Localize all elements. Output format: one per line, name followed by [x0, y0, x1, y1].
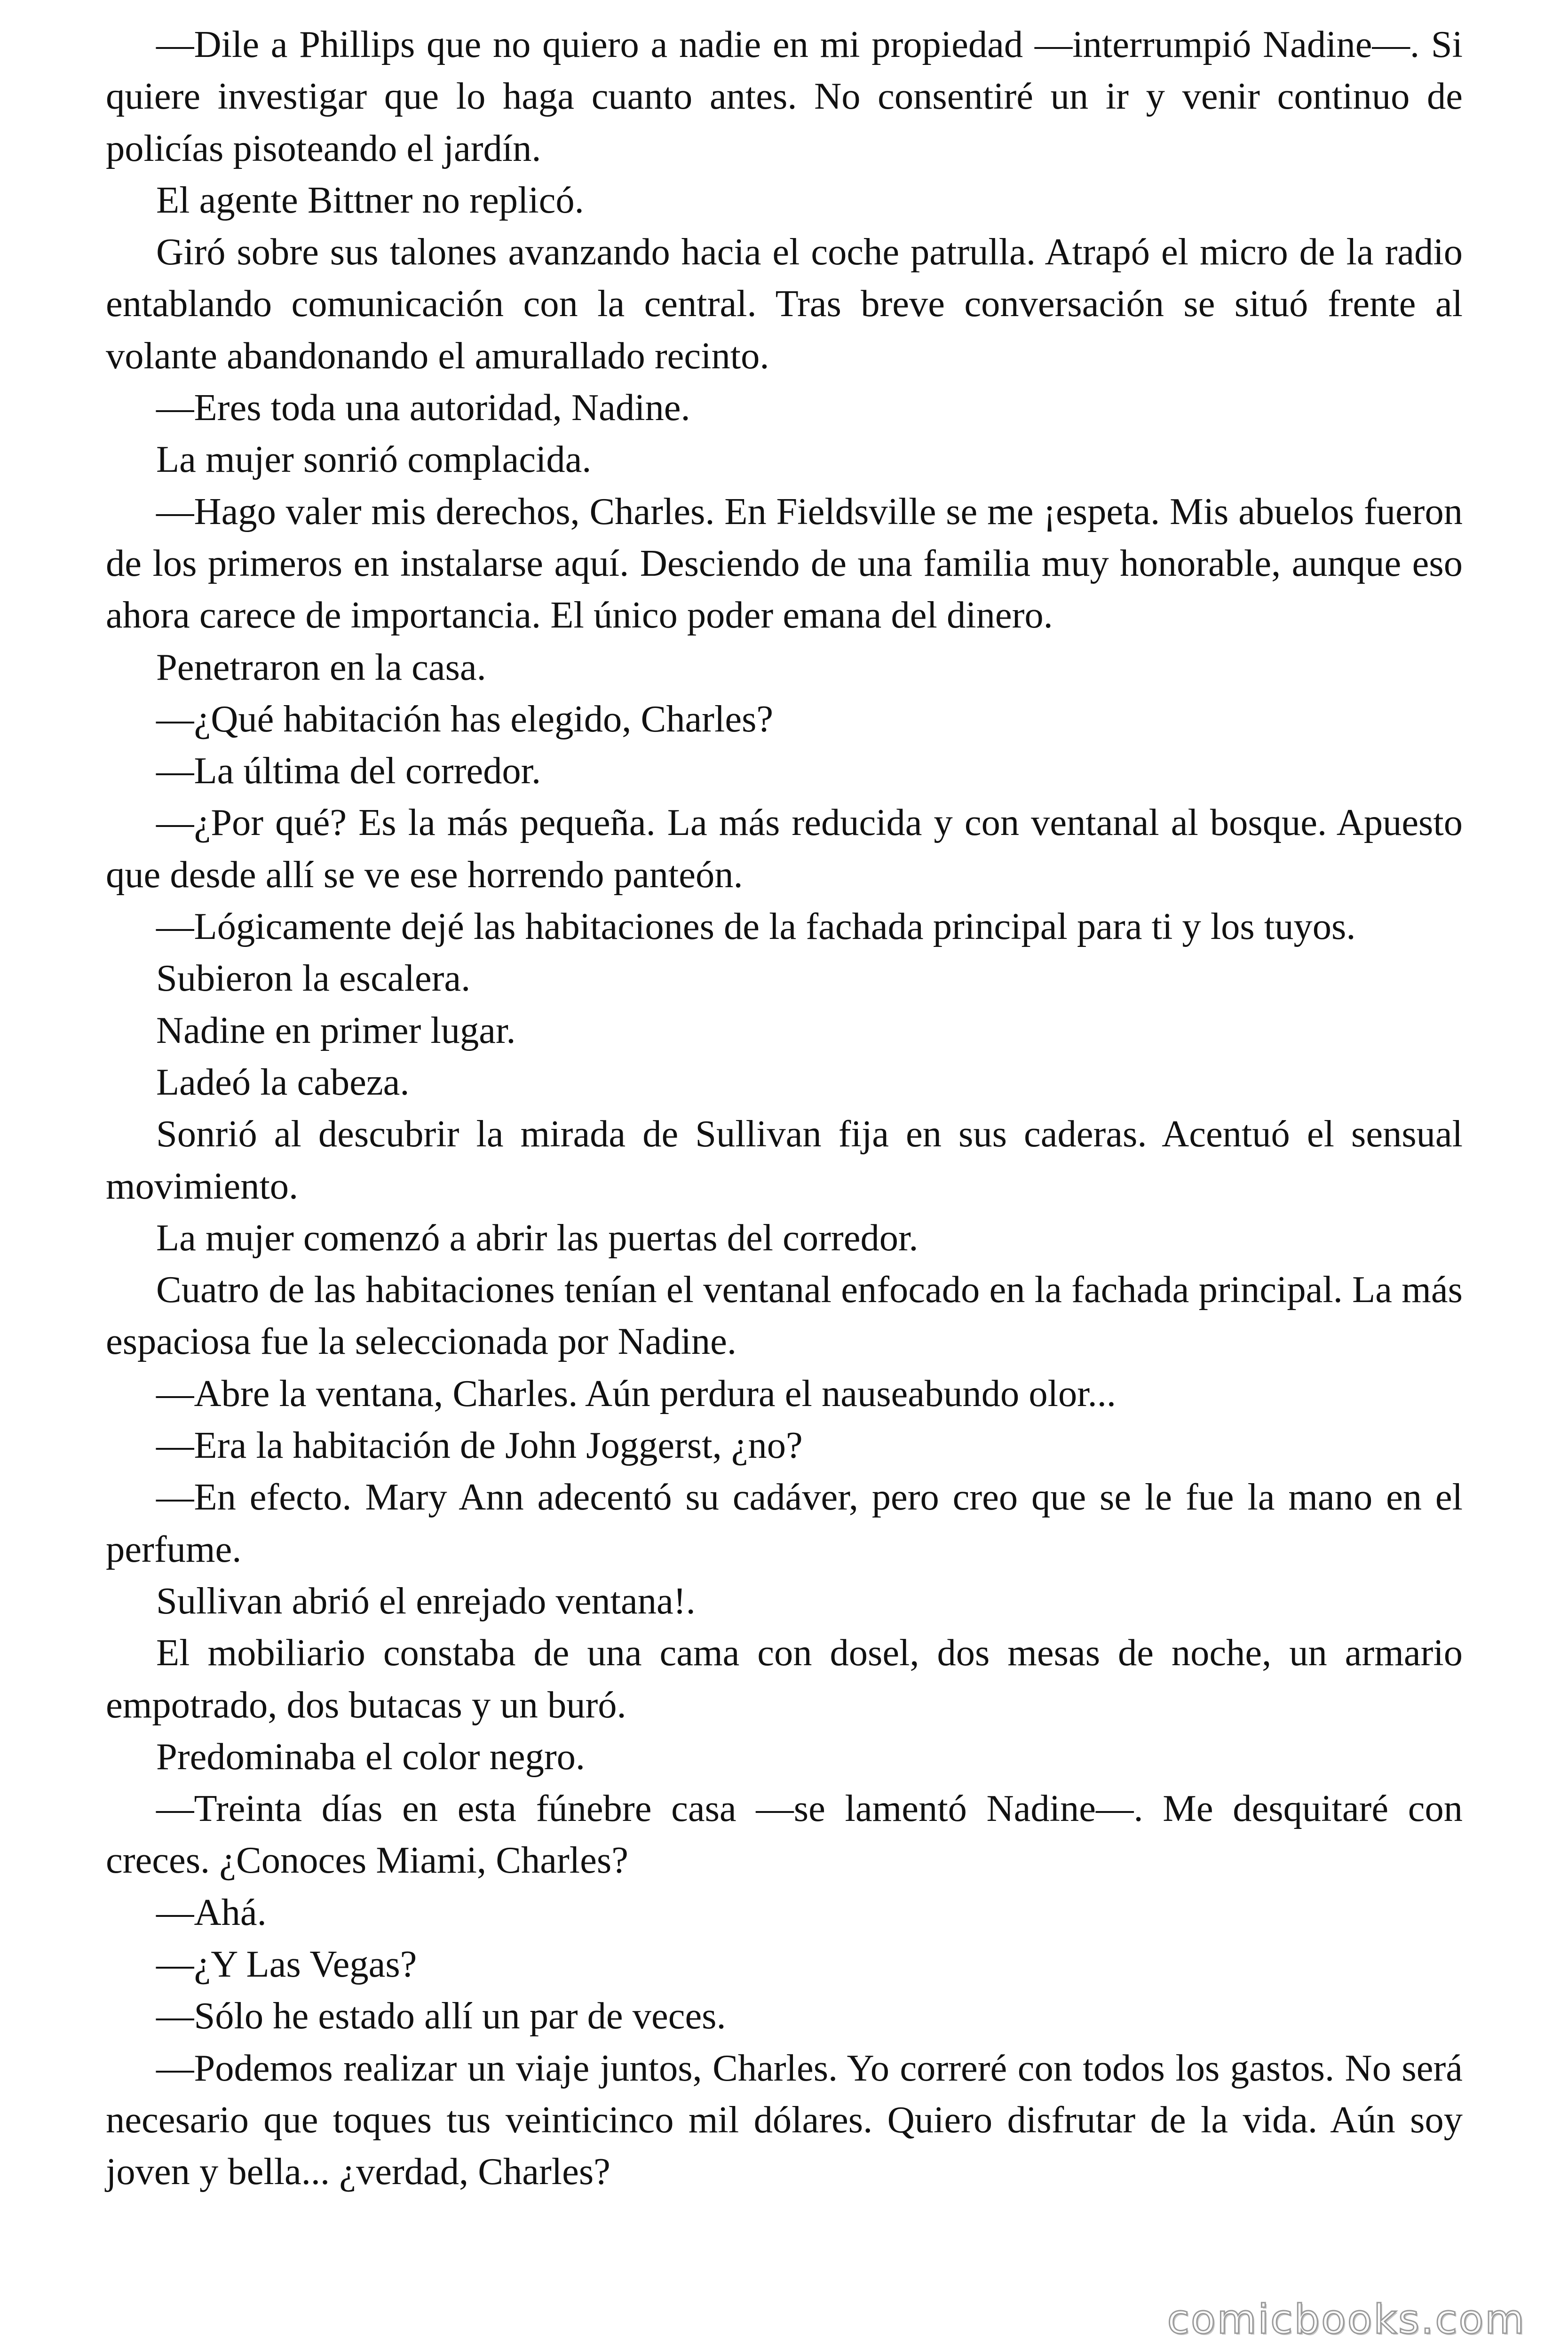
paragraph: El agente Bittner no replicó.: [156, 179, 584, 221]
paragraph: —Eres toda una autoridad, Nadine.: [156, 387, 690, 429]
paragraph: La mujer comenzó a abrir las puertas del corredor.: [156, 1216, 919, 1259]
paragraph: Sonrió al descubrir la mirada de Sullivan fija en sus caderas. Acentuó el sensual movimiento.: [106, 1113, 1463, 1207]
paragraph: —¿Y Las Vegas?: [156, 1943, 417, 1985]
paragraph: —Era la habitación de John Joggerst, ¿no?: [156, 1424, 803, 1467]
paragraph: —La última del corredor.: [156, 750, 541, 792]
document-page: [106, 19, 1463, 2324]
paragraph: Predominaba el color negro.: [156, 1735, 586, 1778]
paragraph: —Abre la ventana, Charles. Aún perdura el nauseabundo olor...: [156, 1372, 1116, 1414]
paragraph: Ladeó la cabeza.: [156, 1061, 410, 1103]
paragraph: —Dile a Phillips que no quiero a nadie en mi propiedad —interrumpió Nadine—. Si quiere investigar que lo haga cuanto antes. No consentiré un ir y venir continuo de policías pisoteando el jardín.: [106, 24, 1463, 169]
paragraph: El mobiliario constaba de una cama con dosel, dos mesas de noche, un armario empotrado, dos butacas y un buró.: [106, 1632, 1463, 1726]
paragraph: Sullivan abrió el enrejado ventana!.: [156, 1580, 696, 1622]
paragraph: —Treinta días en esta fúnebre casa —se lamentó Nadine—. Me desquitaré con creces. ¿Conoces Miami, Charles?: [106, 1788, 1463, 1882]
paragraph: Nadine en primer lugar.: [156, 1009, 516, 1051]
paragraph: —Hago valer mis derechos, Charles. En Fieldsville se me ¡espeta. Mis abuelos fueron de los primeros en instalarse aquí. Desciendo de una familia muy honorable, aunque eso ahora carece de importancia. El único poder emana del dinero.: [106, 490, 1463, 636]
paragraph: Cuatro de las habitaciones tenían el ventanal enfocado en la fachada principal. La más espaciosa fue la seleccionada por Nadine.: [106, 1269, 1463, 1363]
watermark: comicbooks.com: [1167, 2296, 1526, 2343]
paragraph: —Podemos realizar un viaje juntos, Charles. Yo correré con todos los gastos. No será necesario que toques tus veinticinco mil dólares. Quiero disfrutar de la vida. Aún soy joven y bella... ¿verdad, Charles?: [106, 2047, 1463, 2193]
paragraph: La mujer sonrió complacida.: [156, 438, 592, 481]
paragraph: —¿Por qué? Es la más pequeña. La más reducida y con ventanal al bosque. Apuesto que desde allí se ve ese horrendo panteón.: [106, 802, 1463, 896]
paragraph: Subieron la escalera.: [156, 957, 471, 1000]
paragraph: Penetraron en la casa.: [156, 646, 486, 688]
paragraph: —En efecto. Mary Ann adecentó su cadáver, pero creo que se le fue la mano en el perfume.: [106, 1476, 1463, 1570]
paragraph: —Lógicamente dejé las habitaciones de la fachada principal para ti y los tuyos.: [156, 906, 1356, 948]
paragraph: —Sólo he estado allí un par de veces.: [156, 1995, 726, 2037]
paragraph: —¿Qué habitación has elegido, Charles?: [156, 698, 774, 740]
paragraph: —Ahá.: [156, 1891, 267, 1933]
paragraph: Giró sobre sus talones avanzando hacia el coche patrulla. Atrapó el micro de la radio entablando comunicación con la central. Tras breve conversación se situó frente al volante abandonando el amurallado recinto.: [106, 231, 1463, 377]
